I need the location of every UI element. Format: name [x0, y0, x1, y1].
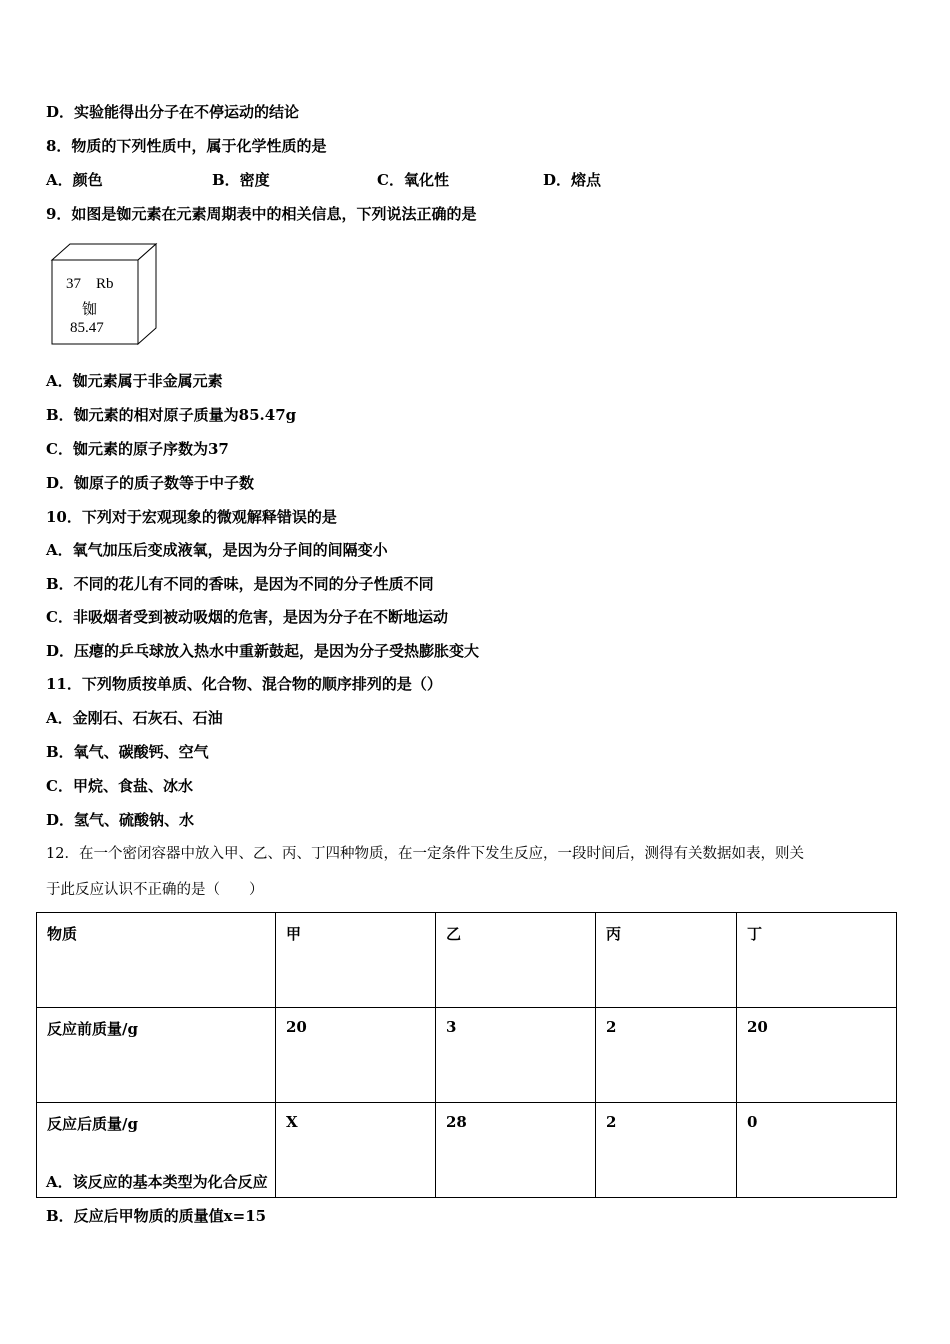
q8-option-b: B．密度 — [212, 171, 270, 189]
q9-option-b: B．铷元素的相对原子质量为85.47g — [46, 406, 297, 424]
element-card — [50, 242, 158, 346]
table-cell: 20 — [737, 1008, 897, 1103]
q11-option-b: B．氧气、碳酸钙、空气 — [46, 743, 209, 761]
q9-stem: 9．如图是铷元素在元素周期表中的相关信息，下列说法正确的是 — [46, 205, 477, 223]
element-symbol: Rb — [96, 276, 114, 292]
q10-option-a: A．氧气加压后变成液氧，是因为分子间的间隔变小 — [46, 541, 388, 559]
q12-data-table — [36, 912, 897, 1198]
q10-stem: 10．下列对于宏观现象的微观解释错误的是 — [46, 508, 337, 526]
table-cell: 0 — [737, 1103, 897, 1198]
q12-option-b: B．反应后甲物质的质量值x=15 — [46, 1207, 267, 1225]
q10-option-d: D．压瘪的乒乓球放入热水中重新鼓起，是因为分子受热膨胀变大 — [46, 642, 480, 660]
table-cell: 反应前质量/g — [37, 1008, 276, 1103]
table-cell: 2 — [596, 1103, 737, 1198]
q12-stem-line1: 12．在一个密闭容器中放入甲、乙、丙、丁四种物质，在一定条件下发生反应，一段时间后，测得有关数据如表，则关 — [46, 846, 804, 862]
q12-stem-line2: 于此反应认识不正确的是（ ） — [46, 882, 264, 898]
table-cell: X — [276, 1103, 436, 1198]
q8-option-d: D．熔点 — [543, 171, 602, 189]
q12-option-a: A．该反应的基本类型为化合反应 — [46, 1173, 268, 1191]
q11-stem: 11．下列物质按单质、化合物、混合物的顺序排列的是（） — [46, 675, 442, 693]
q11-option-a: A．金刚石、石灰石、石油 — [46, 709, 223, 727]
element-atomic-number: 37 — [66, 276, 81, 292]
q11-option-d: D．氢气、硫酸钠、水 — [46, 811, 195, 829]
q11-option-c: C．甲烷、食盐、冰水 — [46, 777, 193, 795]
table-cell: 甲 — [276, 913, 436, 1008]
table-header-row — [37, 913, 897, 1008]
q10-option-c: C．非吸烟者受到被动吸烟的危害，是因为分子在不断地运动 — [46, 608, 448, 626]
table-cell: 物质 — [37, 913, 276, 1008]
table-row — [37, 1008, 897, 1103]
table-cell: 乙 — [436, 913, 596, 1008]
table-cell: 3 — [436, 1008, 596, 1103]
element-atomic-mass: 85.47 — [70, 320, 104, 336]
table-cell: 20 — [276, 1008, 436, 1103]
table-cell: 28 — [436, 1103, 596, 1198]
q7-option-d: D．实验能得出分子在不停运动的结论 — [46, 103, 300, 121]
q8-option-c: C．氧化性 — [377, 171, 449, 189]
q8-stem: 8．物质的下列性质中，属于化学性质的是 — [46, 137, 327, 155]
q9-option-a: A．铷元素属于非金属元素 — [46, 372, 223, 390]
q9-option-d: D．铷原子的质子数等于中子数 — [46, 474, 255, 492]
table-cell: 丁 — [737, 913, 897, 1008]
table-cell: 2 — [596, 1008, 737, 1103]
element-name: 铷 — [82, 302, 98, 318]
element-cube-figure — [50, 242, 158, 346]
table-cell: 反应后质量/g — [37, 1103, 276, 1198]
table-cell: 丙 — [596, 913, 737, 1008]
q9-option-c: C．铷元素的原子序数为37 — [46, 440, 229, 458]
q10-option-b: B．不同的花儿有不同的香味，是因为不同的分子性质不同 — [46, 575, 434, 593]
q8-option-a: A．颜色 — [46, 171, 103, 189]
